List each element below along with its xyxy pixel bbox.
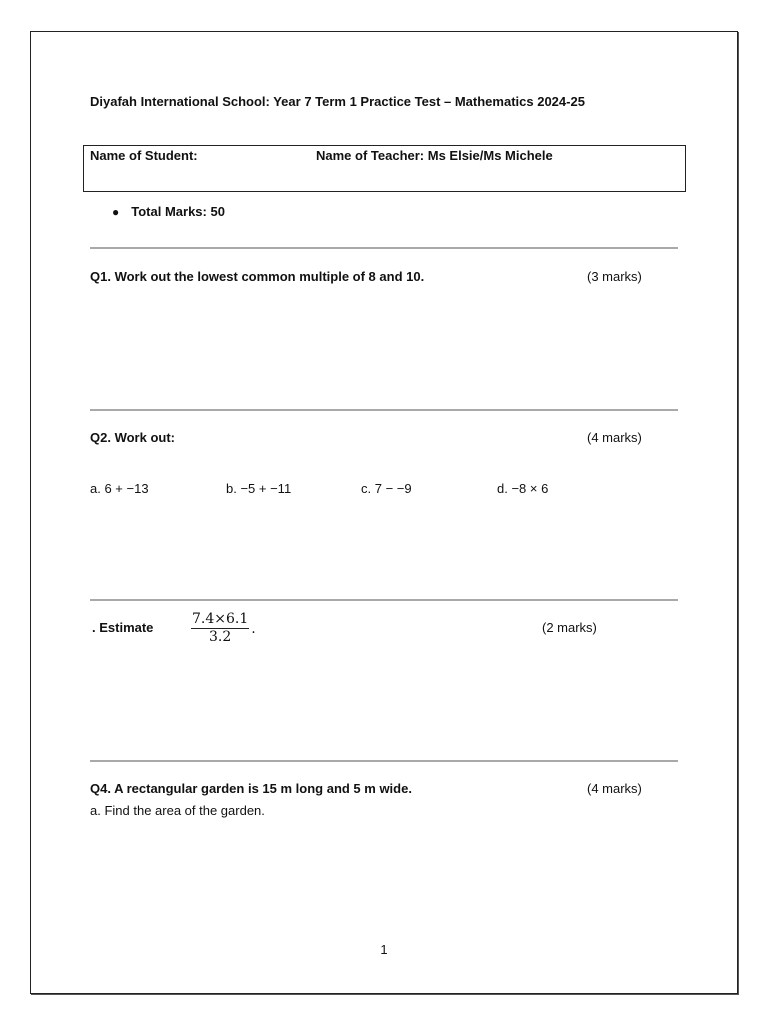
question-2-part-b: b. −5 + −11 — [226, 481, 292, 496]
section-divider — [90, 247, 678, 249]
question-2-heading: Q2. Work out: — [90, 430, 175, 445]
fraction-period: . — [251, 620, 256, 637]
question-4-heading: Q4. A rectangular garden is 15 m long and 5 m wide. — [90, 781, 412, 796]
section-divider — [90, 760, 678, 762]
question-1-heading: Q1. Work out the lowest common multiple of 8 and 10. — [90, 269, 425, 284]
document-title: Diyafah International School: Year 7 Term 1 Practice Test – Mathematics 2024-25 — [90, 94, 585, 109]
estimate-expression — [191, 612, 256, 645]
page-number: 1 — [380, 942, 388, 957]
bullet-icon: ● — [112, 205, 120, 219]
teacher-name-label: Name of Teacher: Ms Elsie/Ms Michele — [316, 148, 553, 163]
estimate-fraction — [191, 612, 249, 645]
question-3-heading: . Estimate — [92, 620, 154, 635]
total-marks-text: Total Marks: 50 — [131, 204, 225, 219]
student-name-label: Name of Student: — [90, 148, 198, 163]
section-divider — [90, 409, 678, 411]
question-2-marks: (4 marks) — [587, 430, 642, 445]
question-4-part-a: a. Find the area of the garden. — [90, 803, 265, 818]
question-1-marks: (3 marks) — [587, 269, 642, 284]
question-2-part-a: a. 6 + −13 — [90, 481, 149, 496]
question-4-marks: (4 marks) — [587, 781, 642, 796]
total-marks-item — [112, 204, 225, 219]
section-divider — [90, 599, 678, 601]
question-2-part-c: c. 7 − −9 — [361, 481, 412, 496]
question-2-part-d: d. −8 × 6 — [497, 481, 549, 496]
fraction-numerator: 7.4×6.1 — [192, 611, 249, 627]
question-3-marks: (2 marks) — [542, 620, 597, 635]
fraction-denominator: 3.2 — [209, 629, 232, 645]
